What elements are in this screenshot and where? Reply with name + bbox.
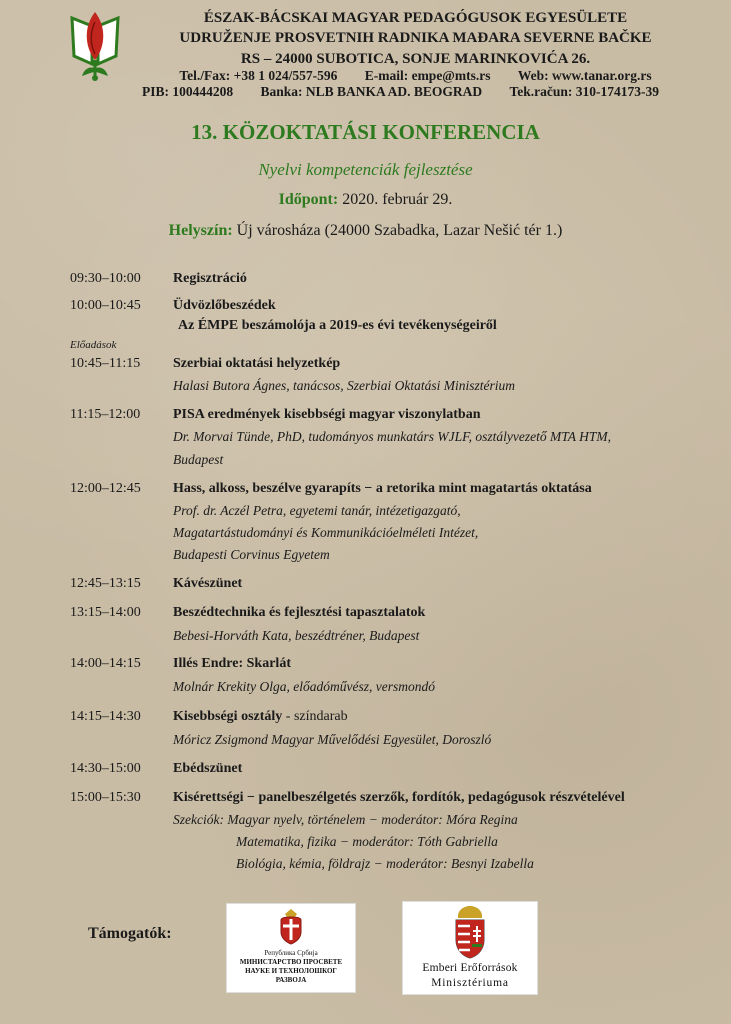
program-time: 12:00–12:45 [70, 481, 141, 496]
date-line [0, 191, 731, 209]
program-presenter: Móricz Zsigmond Magyar Művelődési Egyesület, Doroszló [173, 732, 492, 747]
program-presenter: Budapesti Corvinus Egyetem [173, 547, 330, 562]
supporter1-line3: НАУКЕ И ТЕХНОЛОШКОГ [245, 967, 337, 975]
supporter2-line1: Emberi Erőforrások [422, 962, 518, 974]
phone: Tel./Fax: +38 1 024/557-596 [179, 68, 338, 83]
program-presenter: Budapest [173, 452, 224, 467]
program-title: Ebédszünet [173, 761, 243, 776]
program-title-text: Kisebbségi osztály [173, 709, 283, 724]
pib: PIB: 100444208 [141, 84, 234, 99]
serbian-coat-of-arms-icon [277, 908, 305, 946]
program-title: Beszédtechnika és fejlesztési tapasztalatok [173, 605, 426, 620]
org-name-hungarian: ÉSZAK-BÁCSKAI MAGYAR PEDAGÓGUSOK EGYESÜLETE [203, 10, 628, 26]
location-label: Helyszín: [168, 222, 233, 239]
program-section: Biológia, kémia, földrajz − moderátor: Besnyi Izabella [236, 856, 534, 871]
location-line [0, 222, 731, 240]
program-presenter: Magatartástudományi és Kommunikációelméleti Intézet, [173, 525, 479, 540]
conference-subtitle: Nyelvi kompetenciák fejlesztése [258, 160, 473, 179]
bank: Banka: NLB BANKA AD. BEOGRAD [260, 84, 483, 99]
program-title: PISA eredmények kisebbségi magyar viszonylatban [173, 407, 481, 422]
program-presenter: Molnár Krekity Olga, előadóművész, versmondó [173, 679, 435, 694]
conference-title: 13. KÖZOKTATÁSI KONFERENCIA [191, 120, 540, 144]
program-title-suffix: - színdarab [282, 709, 348, 724]
email: E-mail: empe@mts.rs [364, 68, 491, 83]
supporter-logo-emmi [402, 901, 538, 995]
program-time: 10:45–11:15 [70, 356, 141, 371]
program-time: 09:30–10:00 [70, 271, 141, 286]
location-detail: (24000 Szabadka, Lazar Nešić tér 1.) [324, 222, 563, 239]
program-title: Kávészünet [173, 576, 243, 591]
date-label: Időpont: [278, 191, 339, 208]
bank-line [70, 84, 731, 100]
program-title: Illés Endre: Skarlát [173, 656, 291, 671]
hungarian-coat-of-arms-icon [452, 904, 488, 960]
program-time: 14:30–15:00 [70, 761, 141, 776]
program-time: 10:00–10:45 [70, 298, 141, 313]
supporters-label: Támogatók: [88, 925, 172, 942]
supporter1-line2: МИНИСТАРСТВО ПРОСВЕТЕ [239, 958, 343, 966]
account: Tek.račun: 310-174173-39 [509, 84, 660, 99]
program-title [173, 709, 348, 725]
program-title: Kisérettségi − panelbeszélgetés szerzők, fordítók, pedagógusok részvételével [173, 790, 625, 805]
program-presenter: Halasi Butora Ágnes, tanácsos, Szerbiai Oktatási Minisztérium [173, 378, 515, 393]
supporter1-line1: Република Србија [264, 949, 318, 957]
org-address: RS – 24000 SUBOTICA, SONJE MARINKOVIĆA 26. [240, 51, 591, 67]
website: Web: www.tanar.org.rs [517, 68, 652, 83]
program-presenter: Prof. dr. Aczél Petra, egyetemi tanár, intézetigazgató, [173, 503, 461, 518]
location-name: Új városháza [236, 222, 321, 239]
program-title: Regisztráció [173, 271, 247, 286]
program-title: Szerbiai oktatási helyzetkép [173, 356, 341, 371]
program-title: Üdvözlőbeszédek [173, 298, 276, 313]
program-time: 14:15–14:30 [70, 709, 141, 724]
section-label: Előadások [70, 339, 117, 351]
date-value: 2020. február 29. [342, 191, 453, 208]
program-presenter: Bebesi-Horváth Kata, beszédtréner, Budapest [173, 628, 420, 643]
program-title-line2: Az ÉMPE beszámolója a 2019-es évi tevékenységeiről [178, 318, 497, 333]
program-time: 11:15–12:00 [70, 407, 141, 422]
program-time: 15:00–15:30 [70, 790, 141, 805]
program-time: 13:15–14:00 [70, 605, 141, 620]
supporter1-line4: РАЗВОЈА [275, 976, 307, 984]
program-title: Hass, alkoss, beszélve gyarapíts − a retorika mint magatartás oktatása [173, 481, 592, 496]
program-presenter: Dr. Morvai Tünde, PhD, tudományos munkatárs WJLF, osztályvezető MTA HTM, [173, 429, 611, 444]
program-time: 12:45–13:15 [70, 576, 141, 591]
program-section: Szekciók: Magyar nyelv, történelem − moderátor: Móra Regina [173, 812, 518, 827]
supporter-logo-ministry-serbia [226, 903, 356, 993]
program-section: Matematika, fizika − moderátor: Tóth Gabriella [236, 834, 498, 849]
org-name-serbian: UDRUŽENJE PROSVETNIH RADNIKA MAĐARA SEVERNE BAČKE [179, 30, 652, 46]
program-time: 14:00–14:15 [70, 656, 141, 671]
supporter2-line2: Minisztériuma [431, 977, 509, 989]
contact-line [100, 68, 731, 84]
